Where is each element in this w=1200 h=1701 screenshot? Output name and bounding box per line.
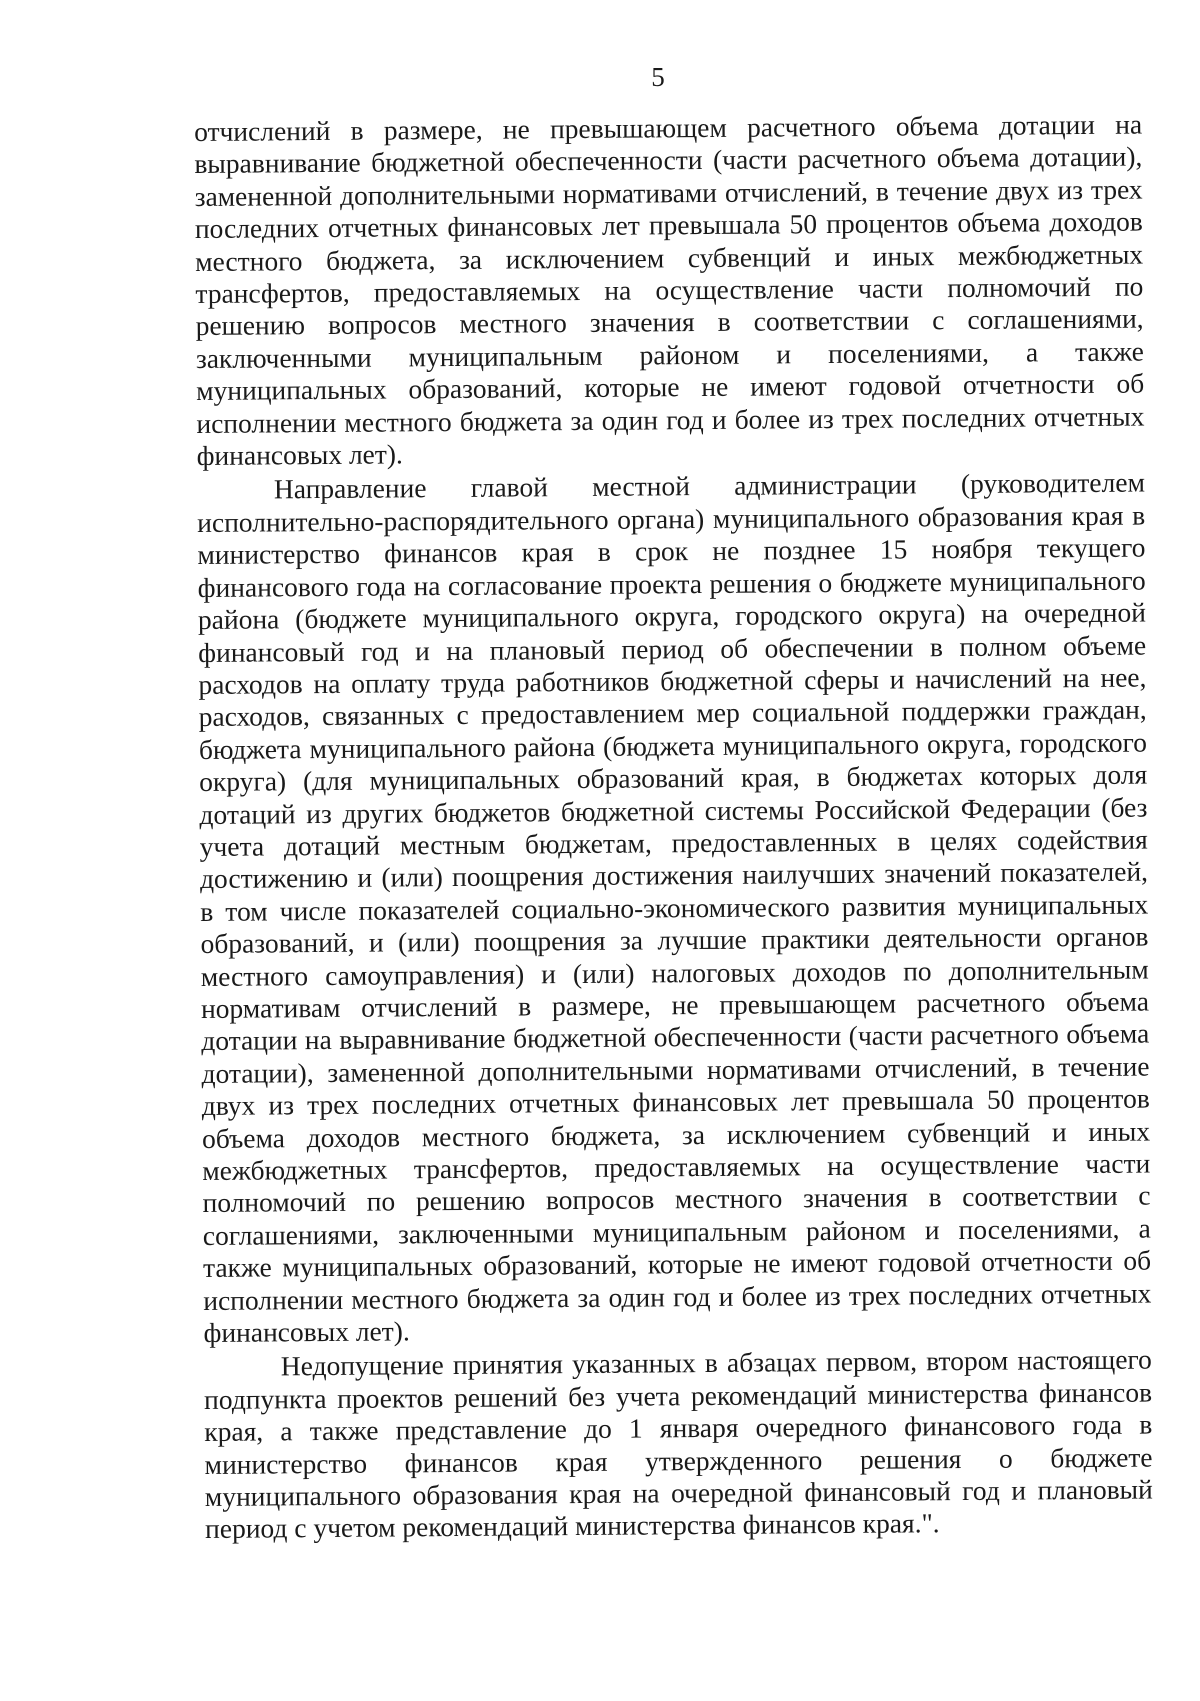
document-body: [194, 109, 1153, 1546]
page-number: 5: [651, 62, 665, 92]
paragraph-direction: Направление главой местной администрации (руководителем исполнительно-распорядительного органа) муниципального образования края в министерство финансов края в срок не позднее 15 ноября текущего финансового года на согласование проекта решения о бюджете муниципального района (бюджете муниципального округа, городского округа) на очередной финансовый год и на плановый период об обеспечении в полном объеме расходов на оплату труда работников бюджетной сферы и начислений на нее, расходов, связанных с предоставлением мер социальной поддержки граждан, бюджета муниципального района (бюджета муниципального округа, городского округа) (для муниципальных образований края, в бюджетах которых доля дотаций из других бюджетов бюджетной системы Российской Федерации (без учета дотаций местным бюджетам, предоставленных в целях содействия достижению и (или) поощрения достижения наилучших значений показателей, в том числе показателей социально-экономического развития муниципальных образований, и (или) поощрения за лучшие практики деятельности органов местного самоуправления) и (или) налоговых доходов по дополнительным нормативам отчислений в размере, не превышающем расчетного объема дотации на выравнивание бюджетной обеспеченности (части расчетного объема дотации), замененной дополнительными нормативами отчислений, в течение двух из трех последних отчетных финансовых лет превышала 50 процентов объема доходов местного бюджета, за исключением субвенций и иных межбюджетных трансфертов, предоставляемых на осуществление части полномочий по решению вопросов местного значения в соответствии с соглашениями, заключенными муниципальным районом и поселениями, а также муниципальных образований, которые не имеют годовой отчетности об исполнении местного бюджета за один год и более из трех последних отчетных финансовых лет).: [197, 467, 1152, 1348]
paragraph-prevention: Недопущение принятия указанных в абзацах первом, втором настоящего подпункта проектов решений без учета рекомендаций министерства финансов края, а также представление до 1 января очередного финансового года в министерство финансов края утвержденного решения о бюджете муниципального образования края на очередной финансовый год и плановый период с учетом рекомендаций министерства финансов края.".: [203, 1343, 1153, 1545]
paragraph-continuation: отчислений в размере, не превышающем расчетного объема дотации на выравнивание бюджетной обеспеченности (части расчетного объема дотации), замененной дополнительными нормативами отчислений, в течение двух из трех последних отчетных финансовых лет превышала 50 процентов объема доходов местного бюджета, за исключением субвенций и иных межбюджетных трансфертов, предоставляемых на осуществление части полномочий по решению вопросов местного значения в соответствии с соглашениями, заключенными муниципальным районом и поселениями, а также муниципальных образований, которые не имеют годовой отчетности об исполнении местного бюджета за один год и более из трех последних отчетных финансовых лет).: [194, 108, 1145, 472]
